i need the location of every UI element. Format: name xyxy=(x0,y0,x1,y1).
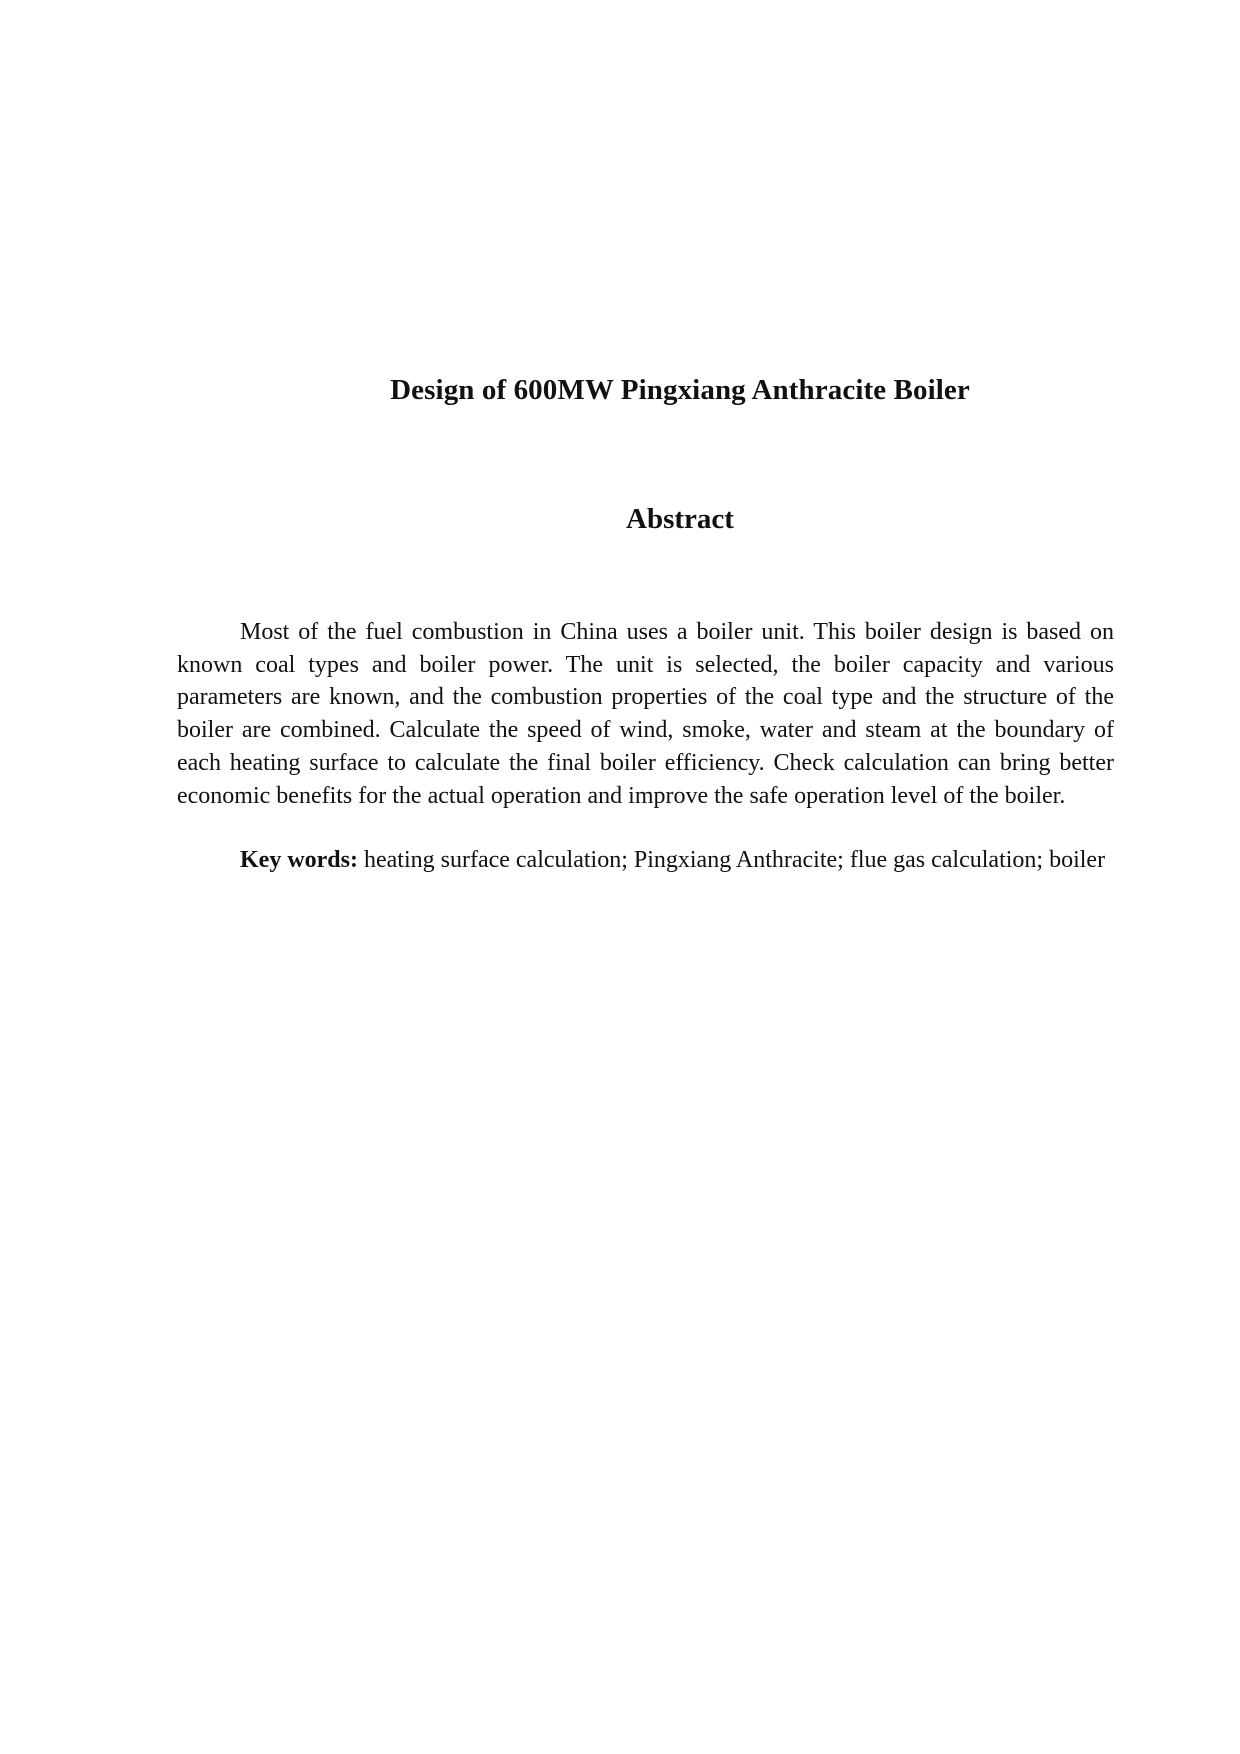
abstract-heading: Abstract xyxy=(626,503,734,535)
keywords-list: heating surface calculation; Pingxiang Anthracite; flue gas calculation; boiler xyxy=(363,847,1106,873)
abstract-paragraph: Most of the fuel combustion in China uses a boiler unit. This boiler design is based on known coal types and boiler power. The unit is selected, the boiler capacity and various parameters are known, and the combustion properties of the coal type and the structure of the boiler are combined. Calculate the speed of wind, smoke, water and steam at the boundary of each heating surface to calculate the final boiler efficiency. Check calculation can bring better economic benefits for the actual operation and improve the safe operation level of the boiler. xyxy=(177,619,1114,809)
keywords-label: Key words: xyxy=(240,847,358,873)
document-title: Design of 600MW Pingxiang Anthracite Boiler xyxy=(390,374,970,406)
keywords-paragraph xyxy=(177,844,1114,877)
